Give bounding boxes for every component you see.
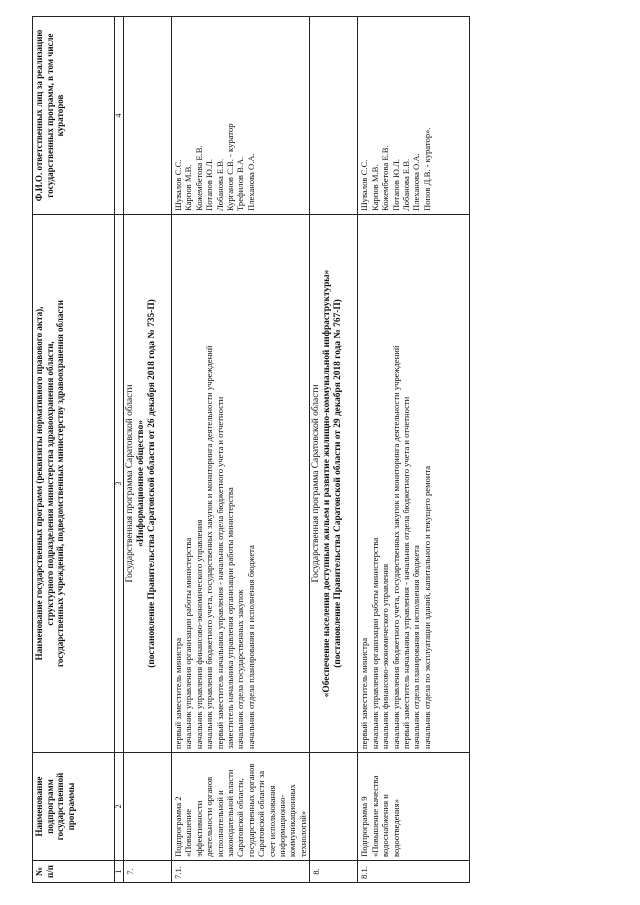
header-row	[33, 17, 115, 883]
program-name: «Обеспечение населения доступным жильем и развитие жилищно-коммунальной инфраструктуры»	[322, 269, 333, 698]
program-name: «Информационное общество»	[136, 420, 146, 547]
subprogram-name: Подпрограмма 9 «Повышение качества водоснабжения и водоотведения»	[358, 753, 470, 861]
position-item: начальник отдела государственных закупок	[235, 589, 246, 749]
program-empty-cell	[124, 17, 172, 215]
header-program-line: государственных учреждений, подведомственных министерству здравоохранения области	[55, 300, 65, 668]
program-title: Государственная программа Саратовской области	[311, 384, 322, 583]
header-program-line: структурного подразделения министерства здравоохранения области,	[44, 341, 55, 626]
program-empty-cell	[310, 753, 358, 861]
person-item: Курганов С.В. - куратор	[225, 123, 236, 211]
position-item: начальник управления бюджетного учета, государственных закупок и мониторинга деятельности учреждений	[204, 345, 215, 749]
program-row	[124, 17, 172, 883]
program-number: 8.	[310, 861, 358, 883]
person-item: Плеханова О.А.	[245, 153, 256, 211]
person-item: Плеханова О.А.	[411, 153, 422, 211]
position-item: начальник управления финансово-экономического управления	[193, 519, 204, 749]
position-item: начальник управления бюджетного учета, государственных закупок и мониторинга деятельности учреждений	[390, 345, 401, 749]
position-item: первый заместитель начальника управления - начальник отдела бюджетного учета и отчетности	[214, 396, 225, 749]
header-program-name	[33, 215, 115, 753]
person-item: Попов Д.В. - куратор».	[421, 127, 432, 211]
program-row	[310, 17, 358, 883]
program-title-cell	[310, 215, 358, 753]
program-empty-cell	[310, 17, 358, 215]
position-item: начальник отдела планирования и исполнения бюджета	[245, 545, 256, 749]
positions-list	[358, 215, 470, 753]
position-item: первый заместитель министра	[173, 637, 183, 749]
position-item: первый заместитель начальника управления - начальник отдела бюджетного учета и отчетности	[400, 396, 411, 749]
person-item: Трефилов В.А.	[235, 156, 246, 211]
program-title: Государственная программа Саратовской области	[125, 384, 135, 583]
persons-list	[172, 17, 310, 215]
person-item: Шувалов С.С.	[173, 159, 183, 211]
program-act: (постановление Правительства Саратовской области от 29 декабря 2018 года № 767-П)	[333, 299, 344, 668]
positions-list	[172, 215, 310, 753]
person-item: Кожембетова Е.В.	[380, 145, 391, 211]
position-item: первый заместитель министра	[359, 637, 370, 749]
program-number: 7.	[124, 861, 172, 883]
subprogram-number: 7.1.	[172, 861, 310, 883]
subprogram-row	[172, 17, 310, 883]
column-numbers-row	[115, 17, 124, 883]
position-item: заместитель начальника управления организации работы министерства	[225, 487, 236, 749]
person-item: Карпов М.В.	[369, 164, 380, 211]
subprogram-name: Подпрограмма 2 «Повышение эффективности деятельности органов исполнительной и законодательной власти Саратовской области, государственных органов Саратовской области за счет использования информационно-коммуникационных технологий»	[172, 753, 310, 861]
programs-table	[32, 16, 470, 883]
header-number: № п/п	[33, 861, 115, 883]
person-item: Потапов Ю.Л.	[204, 158, 215, 211]
position-item: начальник финансово-экономического управления	[380, 563, 391, 749]
header-program-line: Наименование государственных программ (реквизиты нормативного правового акта),	[34, 306, 44, 661]
column-number: 4	[115, 17, 124, 215]
position-item: начальник управления организации работы министерства	[183, 537, 194, 749]
person-item: Лобанова Е.В.	[400, 158, 411, 211]
subprogram-number: 8.1.	[358, 861, 470, 883]
person-item: Потапов Ю.Л.	[390, 158, 401, 211]
person-item: Кожембетова Е.В.	[193, 145, 204, 211]
person-item: Шувалов С.С.	[359, 159, 370, 211]
person-item: Лобанова Е.В.	[214, 158, 225, 211]
subprogram-row	[358, 17, 470, 883]
program-empty-cell	[124, 753, 172, 861]
program-act: (постановление Правительства Саратовской области от 26 декабря 2018 года № 735-П)	[147, 299, 157, 668]
person-item: Карпов М.В.	[183, 164, 194, 211]
header-subprogram-name: Наименование подпрограмм государственной программы	[33, 753, 115, 861]
column-number: 3	[115, 215, 124, 753]
header-responsible: Ф.И.О. ответственных лиц за реализацию государственных программ, в том числе кураторов	[33, 17, 115, 215]
program-title-cell	[124, 215, 172, 753]
column-number: 2	[115, 753, 124, 861]
position-item: начальник управления организации работы министерства	[369, 537, 380, 749]
column-number: 1	[115, 861, 124, 883]
position-item: начальник отдела планирования и исполнения бюджета	[411, 545, 422, 749]
position-item: начальник отдела по эксплуатации зданий, капитального и текущего ремонта	[421, 465, 432, 749]
persons-list	[358, 17, 470, 215]
